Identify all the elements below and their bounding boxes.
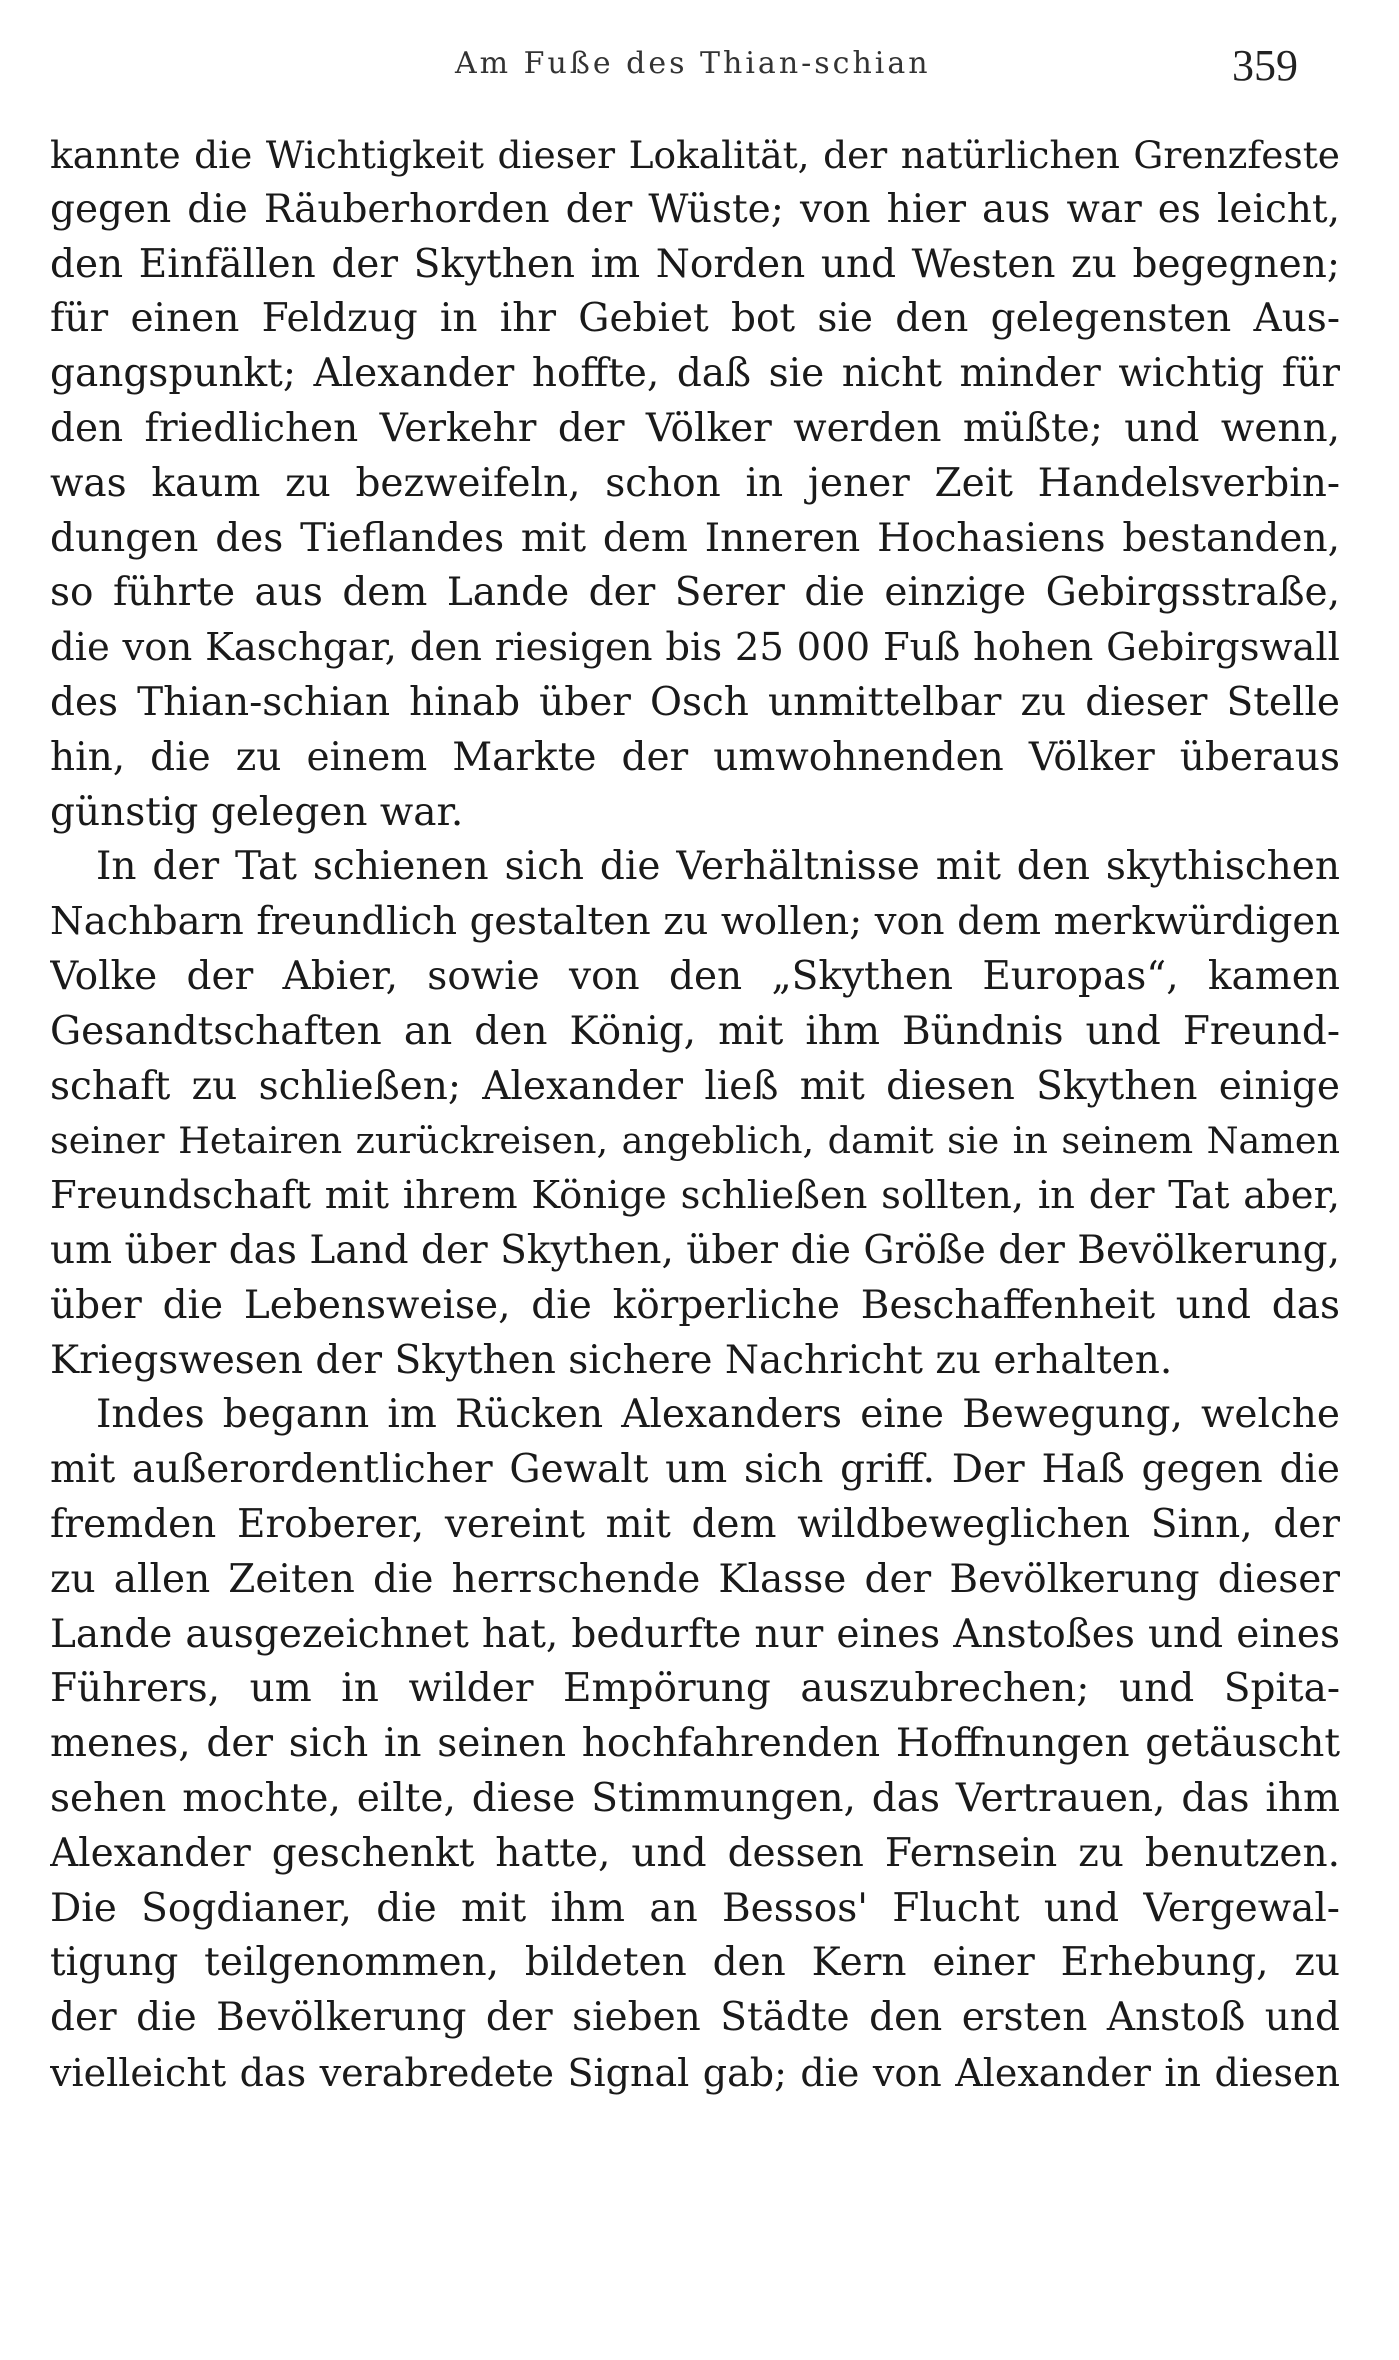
running-title: Am Fuße des Thian-schian [455, 46, 931, 81]
paragraph-3 [50, 1388, 1340, 2100]
text-line: des Thian-schian hinab über Osch unmittelbar zu dieser Stelle [50, 679, 1340, 725]
text-line: gangspunkt; Alexander hoffte, daß sie nicht minder wichtig für [50, 351, 1340, 397]
text-line: tigung teilgenommen, bildeten den Kern einer Erhebung, zu [50, 1940, 1340, 1986]
text-line: Gesandtschaften an den König, mit ihm Bündnis und Freund- [50, 1008, 1340, 1054]
text-line: der die Bevölkerung der sieben Städte den ersten Anstoß und [50, 1995, 1340, 2041]
text-line: über die Lebensweise, die körperliche Beschaffenheit und das [50, 1282, 1340, 1328]
text-line: In der Tat schienen sich die Verhältnisse mit den skythischen [96, 844, 1340, 890]
text-line: Nachbarn freundlich gestalten zu wollen; von dem merkwürdigen [50, 899, 1340, 945]
text-line: was kaum zu bezweifeln, schon in jener Zeit Handelsverbin- [50, 460, 1340, 506]
text-line: schaft zu schließen; Alexander ließ mit diesen Skythen einige [50, 1063, 1340, 1109]
text-line: kannte die Wichtigkeit dieser Lokalität, der natürlichen Grenzfeste [50, 133, 1340, 177]
text-line: fremden Eroberer, vereint mit dem wildbeweglichen Sinn, der [50, 1501, 1340, 1547]
text-line: so führte aus dem Lande der Serer die einzige Gebirgsstraße, [50, 570, 1340, 616]
text-line: Lande ausgezeichnet hat, bedurfte nur eines Anstoßes und eines [50, 1611, 1340, 1657]
text-line: um über das Land der Skythen, über die Größe der Bevölkerung, [50, 1227, 1340, 1273]
text-line: Führers, um in wilder Empörung auszubrechen; und Spita- [50, 1666, 1340, 1712]
text-line: Freundschaft mit ihrem Könige schließen sollten, in der Tat aber, [50, 1173, 1340, 1219]
text-line: seiner Hetairen zurückreisen, angeblich, damit sie in seinem Namen [50, 1119, 1340, 1163]
text-line: günstig gelegen war. [50, 789, 464, 835]
text-line: Kriegswesen der Skythen sichere Nachricht zu erhalten. [50, 1337, 1173, 1383]
text-line: dungen des Tieflandes mit dem Inneren Hochasiens bestanden, [50, 515, 1340, 561]
page-number: 359 [1232, 41, 1298, 90]
text-line: zu allen Zeiten die herrschende Klasse der Bevölkerung dieser [50, 1556, 1340, 1602]
text-line: vielleicht das verabredete Signal gab; die von Alexander in diesen [50, 2050, 1340, 2095]
text-line: mit außerordentlicher Gewalt um sich griff. Der Haß gegen die [50, 1447, 1340, 1493]
text-line: den Einfällen der Skythen im Norden und Westen zu begegnen; [50, 241, 1340, 287]
text-line: hin, die zu einem Markte der umwohnenden Völker überaus [50, 734, 1340, 780]
text-line: für einen Feldzug in ihr Gebiet bot sie den gelegensten Aus- [50, 296, 1340, 342]
text-line: Die Sogdianer, die mit ihm an Bessos' Flucht und Vergewal- [50, 1885, 1340, 1931]
text-line: die von Kaschgar, den riesigen bis 25 000 Fuß hohen Gebirgswall [50, 625, 1340, 671]
text-line: gegen die Räuberhorden der Wüste; von hier aus war es leicht, [50, 186, 1340, 232]
paragraph-1 [50, 128, 1340, 840]
text-line: menes, der sich in seinen hochfahrenden Hoffnungen getäuscht [50, 1721, 1340, 1767]
text-line: Volke der Abier, sowie von den „Skythen Europas“, kamen [50, 953, 1340, 999]
body-text [50, 128, 1340, 2101]
paragraph-2 [50, 840, 1340, 1388]
text-line: den friedlichen Verkehr der Völker werden müßte; und wenn, [50, 405, 1340, 451]
text-line: Indes begann im Rücken Alexanders eine Bewegung, welche [96, 1392, 1340, 1438]
text-line: sehen mochte, eilte, diese Stimmungen, das Vertrauen, das ihm [50, 1775, 1340, 1821]
text-line: Alexander geschenkt hatte, und dessen Fernsein zu benutzen. [50, 1830, 1340, 1876]
